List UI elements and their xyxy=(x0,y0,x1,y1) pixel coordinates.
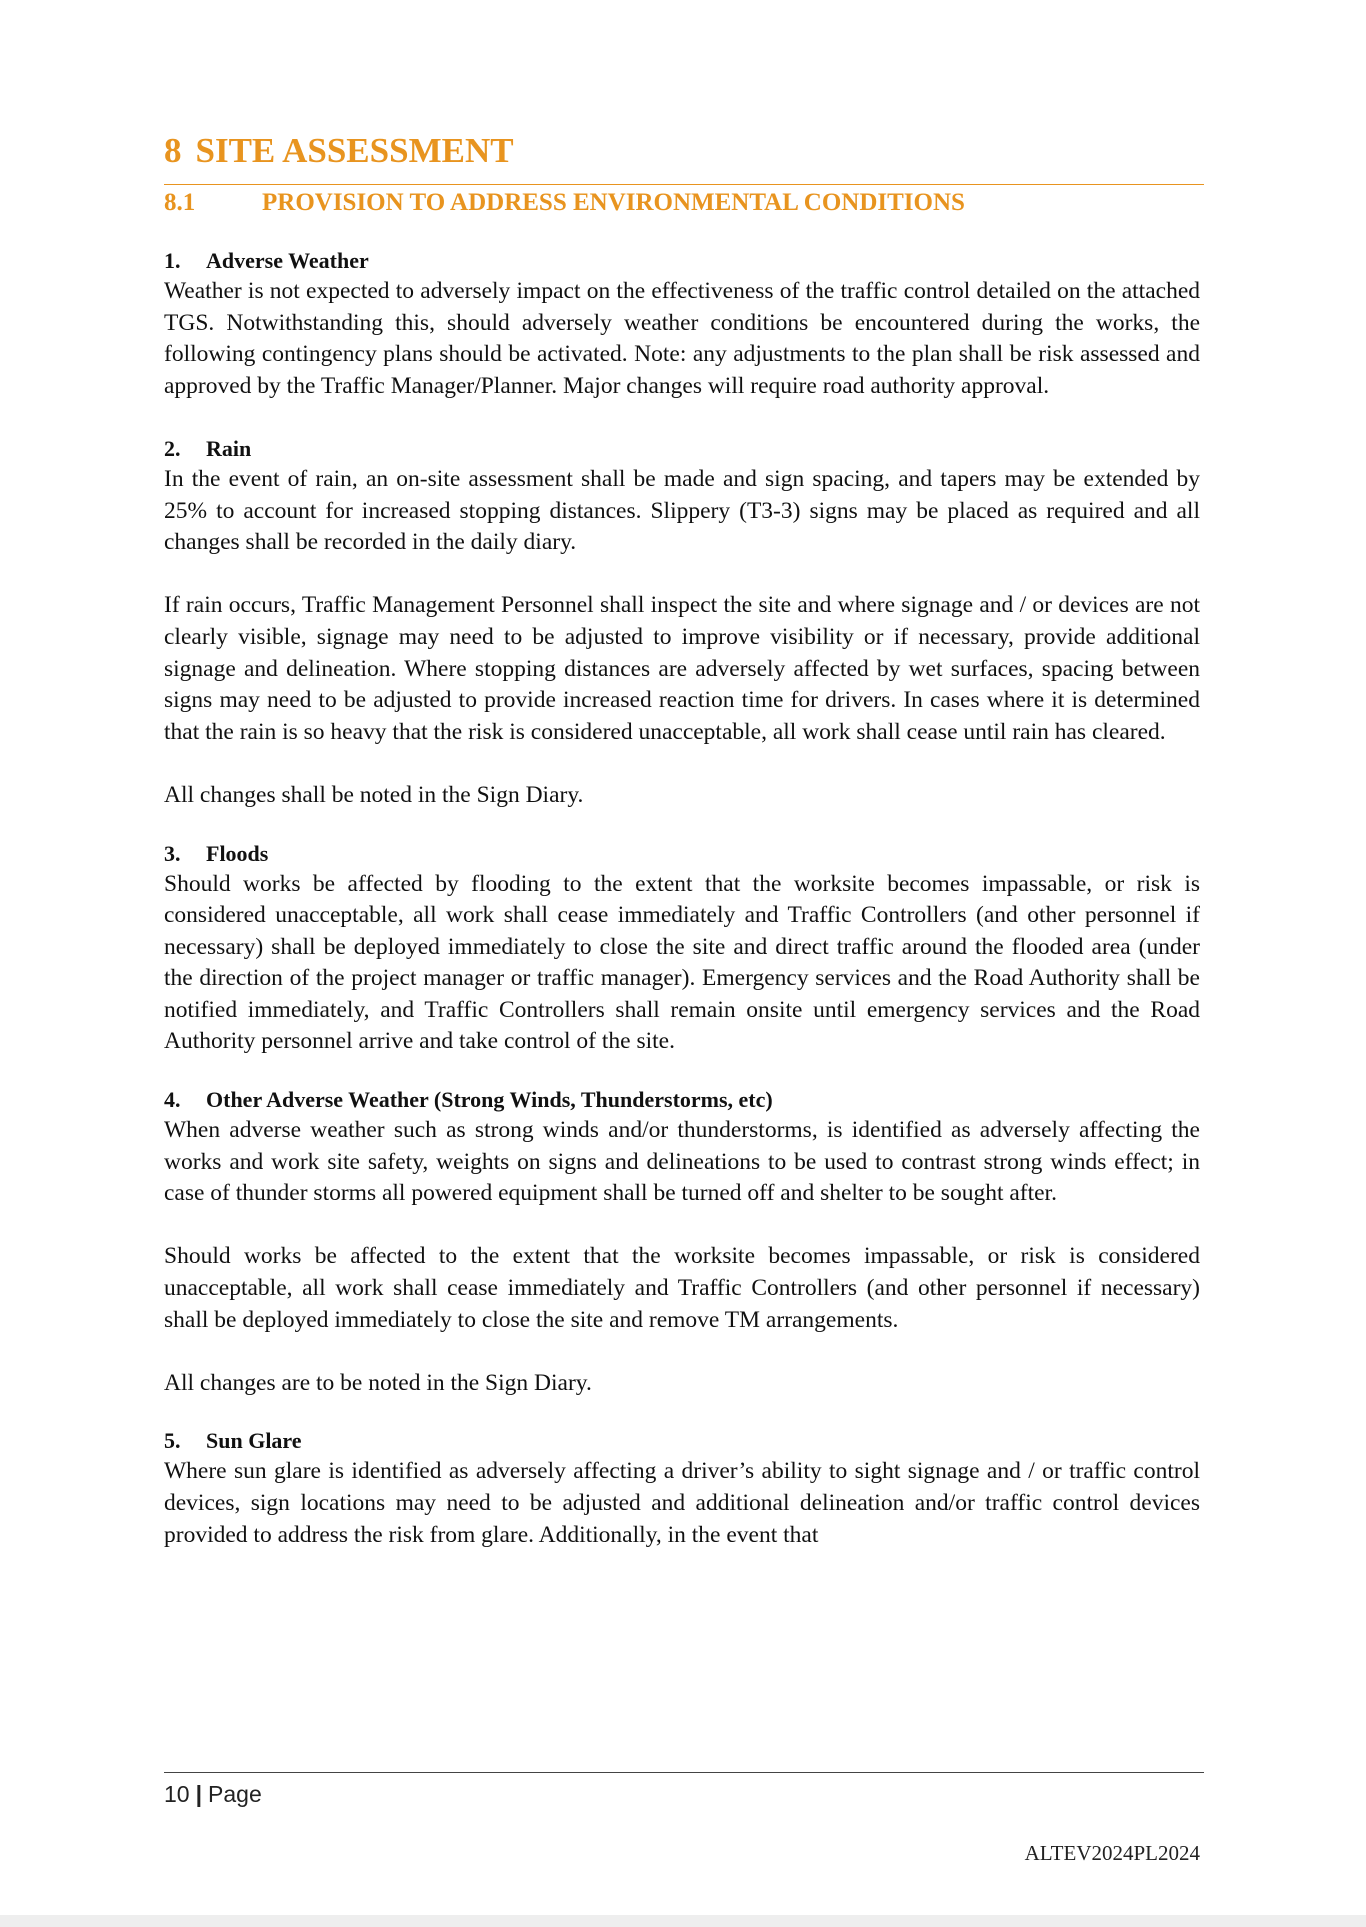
item-number: 5. xyxy=(164,1428,181,1454)
paragraph: All changes shall be noted in the Sign Diary. xyxy=(164,781,584,808)
item-number: 1. xyxy=(164,248,181,273)
page-number xyxy=(164,1779,262,1809)
paragraph: In the event of rain, an on-site assessment shall be made and sign spacing, and tapers may be extended by 25% to account for increased stopping distances. Slippery (T3-3) signs may be placed as required and all changes shall be recorded in the daily diary. xyxy=(164,465,1200,556)
item-number: 4. xyxy=(164,1087,181,1113)
item-number: 2. xyxy=(164,435,181,461)
paragraph: All changes are to be noted in the Sign Diary. xyxy=(164,1369,592,1396)
paragraph: If rain occurs, Traffic Management Personnel shall inspect the site and where signage and / or devices are not clearly visible, signage may need to be adjusted to improve visibility or if necessary, provide additional signage and delineation. Where stopping distances are adversely affected by wet surfaces, spacing between signs may need to be adjusted to provide increased reaction time for drivers. In cases where it is determined that the rain is so heavy that the risk is considered unacceptable, all work shall cease until rain has cleared. xyxy=(164,592,1200,745)
heading-rule xyxy=(164,184,1204,185)
item-heading-other-adverse-weather xyxy=(164,1085,1200,1115)
subsection-heading xyxy=(164,188,965,218)
paragraph: When adverse weather such as strong winds and/or thunderstorms, is identified as adversely affecting the works and work site safety, weights on signs and delineations to be used to contrast strong winds effect; in case of thunder storms all powered equipment shall be turned off and shelter to be sought after. xyxy=(164,1117,1200,1207)
paragraph: Should works be affected by flooding to the extent that the worksite becomes impassable, or risk is considered unacceptable, all work shall cease immediately and Traffic Controllers (and other personnel if necessary) shall be deployed immediately to close the site and direct traffic around the flooded area (under the direction of the project manager or traffic manager). Emergency services and the Road Authority shall be notified immediately, and Traffic Controllers shall remain onsite until emergency services and the Road Authority personnel arrive and take control of the site. xyxy=(164,870,1200,1055)
item-heading-floods xyxy=(164,839,1200,869)
item-number: 3. xyxy=(164,840,181,866)
paragraph: Should works be affected to the extent that the worksite becomes impassable, or risk is considered unacceptable, all work shall cease immediately and Traffic Controllers (and other personnel if necessary) shall be deployed immediately to close the site and remove TM arrangements. xyxy=(164,1243,1200,1333)
page-label: Page xyxy=(208,1781,262,1807)
section-title: SITE ASSESSMENT xyxy=(195,131,514,170)
document-code: ALTEV2024PL2024 xyxy=(1024,1841,1200,1865)
item-heading-rain xyxy=(164,434,1200,464)
item-title: Adverse Weather xyxy=(206,248,369,273)
item-title: Floods xyxy=(206,840,269,866)
item-heading-adverse-weather xyxy=(164,246,1200,276)
viewer-bottom-strip xyxy=(0,1915,1366,1927)
page-number-value: 10 xyxy=(164,1781,190,1807)
section-heading xyxy=(164,131,514,171)
page-separator: | xyxy=(195,1781,203,1807)
paragraph: Where sun glare is identified as adversely affecting a driver’s ability to sight signage and / or traffic control devices, sign locations may need to be adjusted and additional delineation and/or traffic control devices provided to address the risk from glare. Additionally, in the event that xyxy=(164,1458,1200,1548)
footer-rule xyxy=(164,1772,1204,1773)
subsection-title: PROVISION TO ADDRESS ENVIRONMENTAL CONDITIONS xyxy=(262,189,965,216)
item-heading-sun-glare xyxy=(164,1426,1200,1456)
document-body xyxy=(164,246,1200,1551)
paragraph: Weather is not expected to adversely impact on the effectiveness of the traffic control detailed on the attached TGS. Notwithstanding this, should adversely weather conditions be encountered during the works, the following contingency plans should be activated. Note: any adjustments to the plan shall be risk assessed and approved by the Traffic Manager/Planner. Major changes will require road authority approval. xyxy=(164,278,1200,399)
item-title: Sun Glare xyxy=(206,1428,302,1454)
item-title: Other Adverse Weather (Strong Winds, Thunderstorms, etc) xyxy=(206,1087,773,1113)
section-number: 8 xyxy=(164,131,182,170)
subsection-number: 8.1 xyxy=(164,189,196,216)
item-title: Rain xyxy=(206,435,252,461)
